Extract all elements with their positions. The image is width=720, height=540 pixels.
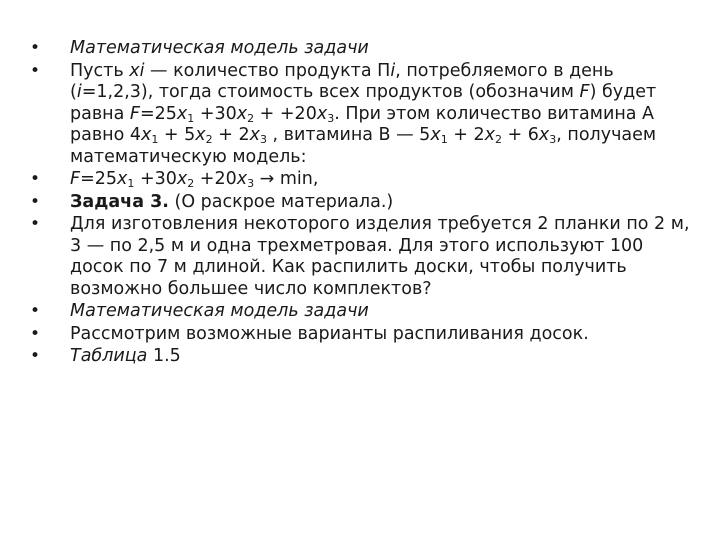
- bullet-item: [30, 346, 690, 368]
- bullet-icon: [30, 169, 70, 191]
- text-run: x: [430, 125, 441, 145]
- bullet-icon: [30, 301, 70, 323]
- text-run: — количество продукта П: [144, 60, 391, 81]
- text-run: i: [76, 82, 82, 102]
- text-run: . При этом количество витамина А равно 4: [70, 103, 655, 145]
- text-run: (О раскрое материала.): [168, 191, 394, 212]
- bullet-icon: [30, 38, 70, 60]
- text-run: → min,: [254, 169, 319, 189]
- bullet-item: [30, 192, 690, 214]
- text-run: x: [316, 103, 328, 124]
- subscript-text: 1: [440, 133, 448, 146]
- bullet-list: [30, 38, 690, 369]
- text-run: x: [176, 169, 188, 189]
- bullet-icon: [30, 214, 70, 236]
- text-run: Рассмотрим возможные варианты распиливания досок.: [70, 323, 589, 344]
- bullet-icon: [30, 61, 70, 83]
- subscript-text: 1: [187, 111, 195, 125]
- text-run: Для изготовления некоторого изделия требуется 2 планки по 2 м, 3 — по 2,5 м и одна трехметровая. Для этого используют 100 досок по 7 м длиной. Как распилить доски, чтобы получить возможно большее число комплектов?: [70, 214, 690, 299]
- text-run: + 6: [501, 125, 539, 145]
- subscript-text: 1: [127, 177, 135, 190]
- text-run: ) будет равна: [70, 82, 657, 124]
- subscript-text: 2: [247, 111, 255, 125]
- text-run: =25: [139, 103, 177, 124]
- bullet-item: [30, 61, 690, 169]
- bullet-item: [30, 38, 690, 60]
- text-run: x: [538, 125, 550, 145]
- bullet-icon: [30, 346, 70, 368]
- text-run: + 5: [158, 125, 196, 145]
- subscript-text: 2: [205, 133, 213, 146]
- text-run: + 2: [447, 125, 485, 145]
- text-run: F: [70, 169, 81, 189]
- subscript-text: 3: [259, 133, 267, 146]
- subscript-text: 3: [327, 111, 335, 125]
- bullet-icon: [30, 192, 70, 214]
- text-run: +20: [194, 169, 237, 189]
- text-run: i: [390, 60, 396, 81]
- text-run: x: [484, 125, 495, 145]
- text-run: Математическая модель задачи: [70, 301, 369, 321]
- text-run: x: [236, 103, 248, 124]
- text-run: F: [129, 103, 140, 124]
- bullet-icon: [30, 324, 70, 346]
- text-run: x: [236, 169, 248, 189]
- text-run: + +20: [254, 103, 317, 124]
- text-run: Задача 3.: [70, 191, 169, 212]
- bullet-item: [30, 169, 690, 191]
- text-run: x: [117, 169, 128, 189]
- bullet-item: [30, 301, 690, 323]
- text-run: + 2: [212, 125, 250, 145]
- text-run: x: [176, 103, 188, 124]
- text-run: , витамина В — 5: [266, 125, 431, 145]
- bullet-item: [30, 214, 690, 300]
- text-run: Пусть: [70, 60, 130, 81]
- text-run: +30: [134, 169, 177, 189]
- subscript-text: 3: [247, 177, 255, 190]
- subscript-text: 2: [494, 133, 502, 146]
- text-run: Математическая модель задачи: [70, 38, 369, 58]
- text-run: =25: [80, 169, 118, 189]
- text-run: , потребляемого в день (: [70, 60, 614, 102]
- text-run: =1,2,3), тогда стоимость всех продуктов (обозначим: [81, 82, 580, 102]
- text-run: F: [579, 82, 590, 102]
- subscript-text: 1: [151, 133, 159, 146]
- bullet-item: [30, 324, 690, 346]
- subscript-text: 3: [549, 133, 557, 146]
- text-run: Таблица: [70, 346, 148, 366]
- text-run: x: [195, 125, 206, 145]
- text-run: , получаем математическую модель:: [70, 125, 657, 167]
- text-run: +30: [194, 103, 237, 124]
- text-run: xi: [129, 60, 145, 81]
- text-run: x: [249, 125, 260, 145]
- text-run: 1.5: [147, 346, 181, 366]
- subscript-text: 2: [187, 177, 195, 190]
- text-run: x: [141, 125, 152, 145]
